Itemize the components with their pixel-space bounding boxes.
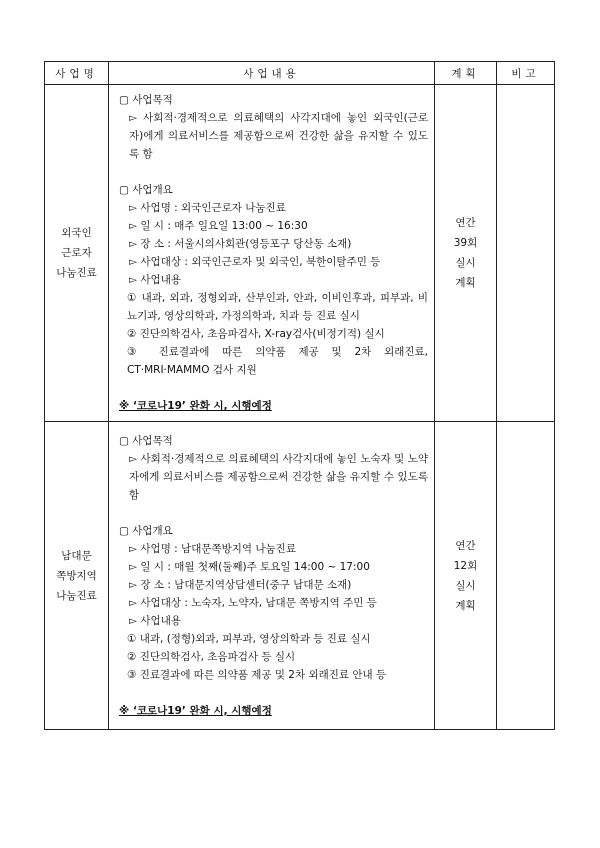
header-remarks: 비고 (497, 62, 555, 85)
notice-text: ※ ‘코로나19’ 완화 시, 시행예정 (119, 400, 272, 412)
plan-line: 실시 (455, 257, 476, 269)
business-name-line: 외국인 (61, 227, 92, 239)
business-name-cell (45, 422, 109, 730)
business-content-cell (109, 422, 435, 730)
plan-line: 실시 (455, 579, 476, 592)
business-content-cell (109, 85, 435, 422)
content-item: ① 내과, (정형)외과, 피부과, 영상의학과 등 진료 실시 (127, 632, 371, 645)
plan-line: 연간 (455, 217, 476, 229)
header-plan: 계획 (435, 62, 497, 85)
business-name-line: 쪽방지역 (56, 569, 97, 582)
content-item: ① 내과, 외과, 정형외과, 산부인과, 안과, 이비인후과, 피부과, 비뇨기과, 영상의학과, 가정의학과, 치과 등 진료 실시 (127, 292, 428, 322)
header-row (45, 62, 555, 85)
purpose-heading: ▢ 사업목적 (119, 94, 173, 106)
plan-line: 계획 (455, 599, 476, 612)
plan-cell (435, 422, 497, 730)
business-name-line: 남대문 (61, 549, 92, 562)
overview-item: ▻ 장 소 : 서울시의사회관(영등포구 당산동 소재) (129, 238, 352, 250)
purpose-heading: ▢ 사업목적 (119, 434, 173, 447)
plan-cell (435, 85, 497, 422)
overview-item: ▻ 장 소 : 남대문지역상담센터(중구 남대문 소재) (129, 578, 352, 591)
table-row (45, 422, 555, 730)
notice-text: ※ ‘코로나19’ 완화 시, 시행예정 (119, 704, 272, 717)
plan-line: 39회 (453, 237, 478, 249)
remarks-cell (497, 422, 555, 730)
business-name-line: 근로자 (61, 247, 92, 259)
overview-heading: ▢ 사업개요 (119, 524, 173, 537)
plan-line: 연간 (455, 539, 476, 552)
overview-item: ▻ 일 시 : 매월 첫째(둘째)주 토요일 14:00 ~ 17:00 (129, 560, 370, 573)
content-item: ③ 진료결과에 따른 의약품 제공 및 2차 외래진료, CT·MRI·MAMMO 검사 지원 (127, 346, 428, 376)
remarks-cell (497, 85, 555, 422)
header-business-name: 사업명 (45, 62, 109, 85)
content-item: ② 진단의학검사, 초음파검사 등 실시 (127, 650, 296, 663)
overview-item: ▻ 사업대상 : 노숙자, 노약자, 남대문 쪽방지역 주민 등 (129, 596, 377, 609)
business-name-line: 나눔진료 (56, 267, 97, 279)
business-name-line: 나눔진료 (56, 589, 97, 602)
content-item: ③ 진료결과에 따른 의약품 제공 및 2차 외래진료 안내 등 (127, 668, 387, 681)
overview-heading: ▢ 사업개요 (119, 184, 173, 196)
business-name-cell (45, 85, 109, 422)
overview-item: ▻ 사업대상 : 외국인근로자 및 외국인, 북한이탈주민 등 (129, 256, 381, 268)
business-plan-table (44, 61, 555, 730)
purpose-text: ▻ 사회적‧경제적으로 의료혜택의 사각지대에 놓인 노숙자 및 노약자에게 의료서비스를 제공함으로써 건강한 삶을 유지할 수 있도록 함 (129, 452, 428, 501)
content-item: ② 진단의학검사, 초음파검사, X-ray검사(비정기적) 실시 (127, 328, 385, 340)
plan-line: 12회 (453, 559, 478, 572)
header-business-content: 사업내용 (109, 62, 435, 85)
overview-item: ▻ 사업명 : 외국인근로자 나눔진료 (129, 202, 286, 214)
overview-item: ▻ 사업명 : 남대문쪽방지역 나눔진료 (129, 542, 296, 555)
overview-item: ▻ 일 시 : 매주 일요일 13:00 ~ 16:30 (129, 220, 308, 232)
plan-line: 계획 (455, 277, 476, 289)
table-row (45, 85, 555, 422)
overview-item: ▻ 사업내용 (129, 614, 181, 627)
purpose-text: ▻ 사회적‧경제적으로 의료혜택의 사각지대에 놓인 외국인(근로자)에게 의료서비스를 제공함으로써 건강한 삶을 유지할 수 있도록 함 (129, 112, 428, 160)
overview-item: ▻ 사업내용 (129, 274, 181, 286)
